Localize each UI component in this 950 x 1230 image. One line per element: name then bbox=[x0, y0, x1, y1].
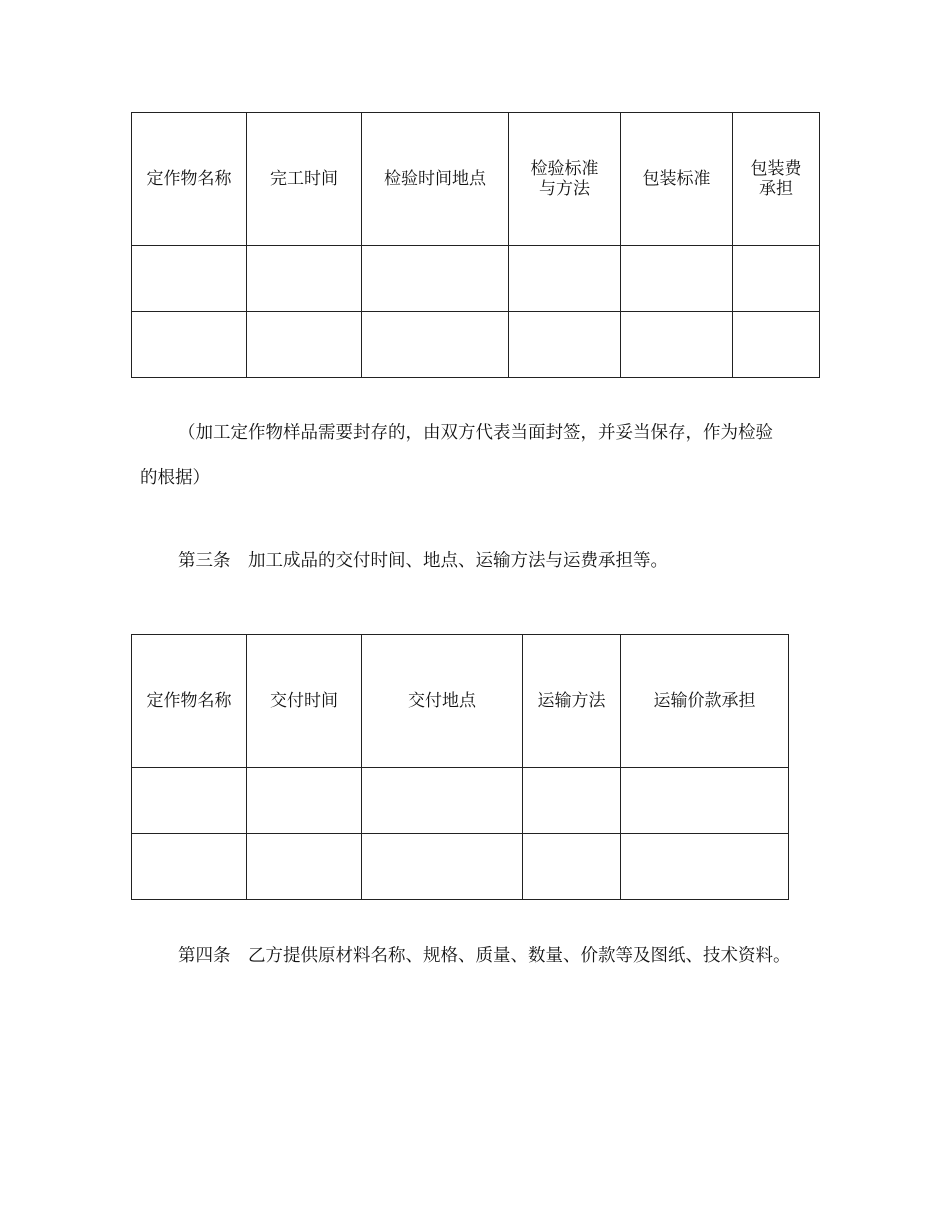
table2-cell bbox=[362, 834, 523, 900]
table-row bbox=[132, 768, 789, 834]
sample-seal-note-line2: 的根据） bbox=[140, 468, 210, 488]
table1-header-packaging-cost-text: 包装费 承担 bbox=[750, 159, 802, 199]
table2-cell bbox=[247, 768, 362, 834]
table1-header-inspection-standard bbox=[509, 113, 621, 246]
table1-cell bbox=[132, 312, 247, 378]
table2-cell bbox=[621, 768, 789, 834]
table1-cell bbox=[621, 312, 733, 378]
table2-cell bbox=[362, 768, 523, 834]
table-row bbox=[132, 834, 789, 900]
table1-header-inspection-standard-text: 检验标准 与方法 bbox=[530, 159, 599, 199]
table1-cell bbox=[247, 246, 362, 312]
table2-cell bbox=[132, 768, 247, 834]
table2-header-transport-cost: 运输价款承担 bbox=[621, 635, 789, 768]
table-row bbox=[132, 246, 820, 312]
table2-cell bbox=[523, 768, 621, 834]
table-row bbox=[132, 312, 820, 378]
table1-header-item-name: 定作物名称 bbox=[132, 113, 247, 246]
table1-header-row bbox=[132, 113, 820, 246]
table2-cell bbox=[621, 834, 789, 900]
table2-header-row bbox=[132, 635, 789, 768]
finish-inspection-table bbox=[131, 112, 820, 378]
table2-cell bbox=[132, 834, 247, 900]
table2-header-delivery-time: 交付时间 bbox=[247, 635, 362, 768]
table1-cell bbox=[621, 246, 733, 312]
table2-header-transport-method: 运输方法 bbox=[523, 635, 621, 768]
table2-cell bbox=[247, 834, 362, 900]
table1-cell bbox=[362, 312, 509, 378]
table1-cell bbox=[132, 246, 247, 312]
delivery-table bbox=[131, 634, 789, 900]
table1-cell bbox=[362, 246, 509, 312]
table1-header-completion-time: 完工时间 bbox=[247, 113, 362, 246]
table1-cell bbox=[509, 246, 621, 312]
article-3-heading: 第三条 加工成品的交付时间、地点、运输方法与运费承担等。 bbox=[178, 551, 668, 571]
table2-header-delivery-place: 交付地点 bbox=[362, 635, 523, 768]
table1-cell bbox=[509, 312, 621, 378]
table1-header-packaging-standard: 包装标准 bbox=[621, 113, 733, 246]
table1-header-inspection-time-place: 检验时间地点 bbox=[362, 113, 509, 246]
sample-seal-note-line1: （加工定作物样品需要封存的，由双方代表当面封签，并妥当保存，作为检验 bbox=[178, 423, 773, 443]
article-4-heading: 第四条 乙方提供原材料名称、规格、质量、数量、价款等及图纸、技术资料。 bbox=[178, 946, 791, 966]
table1-cell bbox=[247, 312, 362, 378]
table2-header-item-name: 定作物名称 bbox=[132, 635, 247, 768]
table1-cell bbox=[733, 246, 820, 312]
table1-cell bbox=[733, 312, 820, 378]
table2-cell bbox=[523, 834, 621, 900]
table1-header-packaging-cost bbox=[733, 113, 820, 246]
